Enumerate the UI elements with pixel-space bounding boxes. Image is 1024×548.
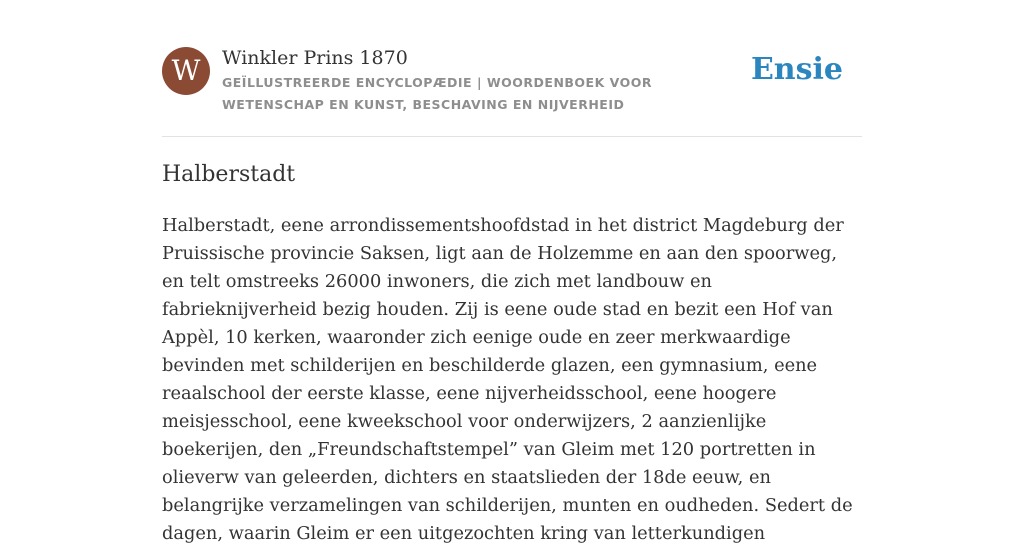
source-title[interactable]: Winkler Prins 1870 — [222, 47, 408, 69]
source-avatar[interactable]: W — [162, 47, 210, 95]
article-title: Halberstadt — [162, 162, 296, 187]
source-subtitle: GEÏLLUSTREERDE ENCYCLOPÆDIE | WOORDENBOEK VOOR WETENSCHAP EN KUNST, BESCHAVING EN NIJVERHEID — [222, 75, 652, 112]
article-body: Halberstadt, eene arrondissementshoofdstad in het district Magdeburg der Pruissische provincie Saksen, ligt aan de Holzemme en aan den spoorweg, en telt omstreeks 26000 inwoners, die zich met landbouw en fabrieknijverheid bezig houden. Zij is eene oude stad en bezit een Hof van Appèl, 10 kerken, waaronder zich eenige oude en zeer merkwaardige bevinden met schilderijen en beschilderde glazen, een gymnasium, eene reaalschool der eerste klasse, eene nijverheidsschool, eene hoogere meisjesschool, eene kweekschool voor onderwijzers, 2 aanzienlijke boekerijen, den „Freundschaftstempel” van Gleim met 120 portretten in olieverw van geleerden, dichters en staatslieden der 18de eeuw, en belangrijke verzamelingen van schilderijen, munten en oudheden. Sedert de dagen, waarin Gleim er een uitgezochten kring van letterkundigen — [162, 215, 853, 544]
ensie-logo[interactable]: Ensie — [750, 52, 843, 87]
source-header — [162, 44, 862, 137]
